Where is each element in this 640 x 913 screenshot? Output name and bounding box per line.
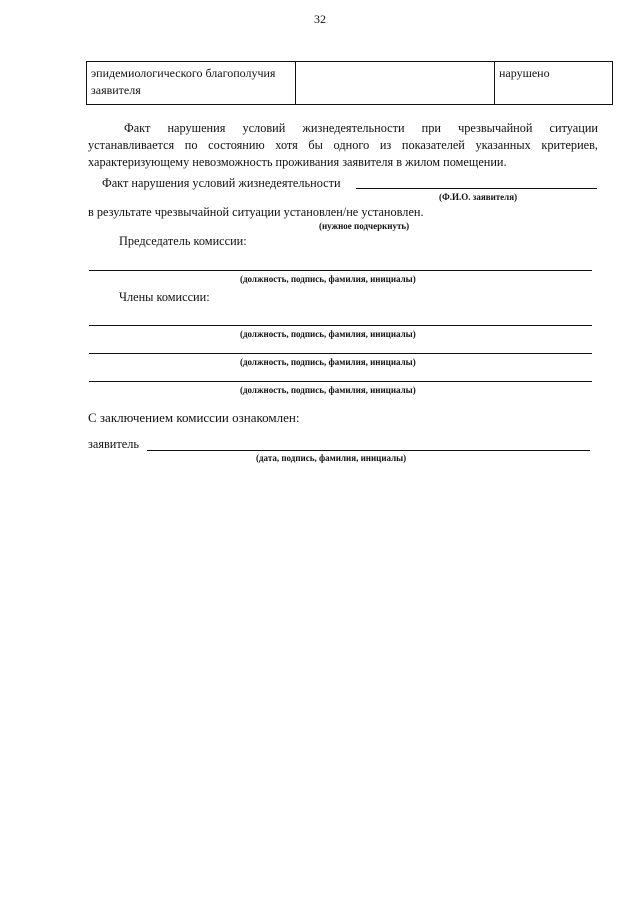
applicant-label: заявитель — [88, 437, 139, 451]
criteria-paragraph: Факт нарушения условий жизнедеятельности при чрезвычайной ситуации устанавливается по состоянию хотя бы одного из показателей указанных критериев, характеризующему невозможность проживания заявителя в жилом помещении. — [88, 121, 598, 169]
table-cell-indicator: эпидемиологического благополучия заявителя — [87, 62, 296, 105]
member-signature-line — [89, 325, 592, 326]
table-cell-value — [296, 62, 495, 105]
page-number: 32 — [314, 12, 326, 26]
applicant-name-hint: (Ф.И.О. заявителя) — [439, 192, 518, 202]
acquainted-label: С заключением комиссии ознакомлен: — [88, 410, 300, 425]
criteria-table — [86, 61, 613, 105]
result-text: в результате чрезвычайной ситуации установлен/не установлен. — [88, 205, 424, 219]
applicant-signature-line — [147, 437, 590, 451]
chairman-hint: (должность, подпись, фамилия, инициалы) — [240, 274, 416, 284]
member-signature-line — [89, 353, 592, 354]
member-signature-line — [89, 381, 592, 382]
chairman-label: Председатель комиссии: — [119, 234, 247, 248]
result-hint: (нужное подчеркнуть) — [319, 221, 410, 231]
member-hint: (должность, подпись, фамилия, инициалы) — [240, 385, 416, 395]
applicant-hint: (дата, подпись, фамилия, инициалы) — [256, 453, 407, 463]
chairman-signature-line — [89, 270, 592, 271]
member-hint: (должность, подпись, фамилия, инициалы) — [240, 357, 416, 367]
member-hint: (должность, подпись, фамилия, инициалы) — [240, 329, 416, 339]
fact-label: Факт нарушения условий жизнедеятельности — [102, 176, 341, 190]
table-row — [87, 62, 613, 105]
table-cell-status: нарушено — [495, 62, 613, 105]
members-label: Члены комиссии: — [119, 290, 210, 304]
applicant-name-blank — [356, 174, 597, 189]
